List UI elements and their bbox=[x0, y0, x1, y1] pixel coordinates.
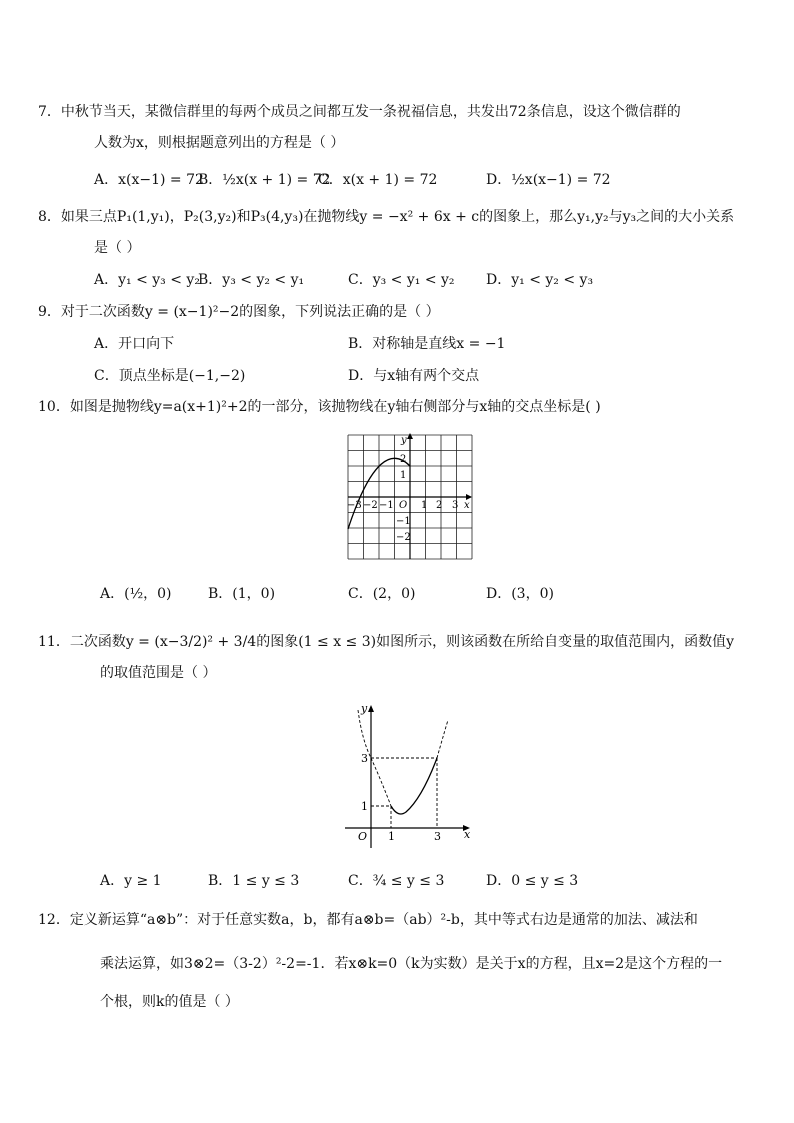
q9-option-d: D．与x轴有两个交点 bbox=[348, 368, 480, 384]
q10-option-a: A．(½，0) bbox=[100, 586, 172, 602]
q8-option-b: B．y₃ < y₂ < y₁ bbox=[198, 272, 305, 288]
q11-dashed-right-curve bbox=[437, 720, 448, 758]
q11-option-b: B．1 ≤ y ≤ 3 bbox=[208, 873, 300, 889]
q11-y-tick: 1 bbox=[361, 800, 368, 813]
q7-stem-line2: 人数为x，则根据题意列出的方程是（ ） bbox=[94, 135, 345, 151]
q10-x-tick: −2 bbox=[363, 500, 378, 511]
q12-stem-line2: 乘法运算，如3⊗2=（3-2）²-2=-1．若x⊗k=0（k为实数）是关于x的方程，且x=2是这个方程的一 bbox=[100, 956, 723, 972]
q9-option-c: C．顶点坐标是(−1,−2) bbox=[94, 368, 246, 384]
q10-y-tick: −1 bbox=[396, 516, 411, 527]
q9-option-b: B．对称轴是直线x = −1 bbox=[348, 336, 506, 352]
q10-x-tick: 1 bbox=[421, 500, 428, 511]
q10-x-label: x bbox=[464, 500, 470, 511]
q11-origin-label: O bbox=[358, 830, 368, 843]
q11-option-a: A．y ≥ 1 bbox=[100, 873, 162, 889]
q7-option-a: A．x(x−1) = 72 bbox=[94, 172, 204, 188]
q10-x-tick: 2 bbox=[436, 500, 443, 511]
q10-parabola-figure bbox=[345, 432, 473, 560]
q10-x-tick: −3 bbox=[347, 500, 362, 511]
q8-stem-line2: 是（ ） bbox=[94, 240, 141, 256]
q8-stem-line1: 8．如果三点P₁(1,y₁)，P₂(3,y₂)和P₃(4,y₃)在抛物线y = −x² + 6x + c的图象上，那么y₁,y₂与y₃之间的大小关系 bbox=[38, 209, 735, 225]
q11-stem-line2: 的取值范围是（ ） bbox=[100, 665, 217, 681]
q10-y-label: y bbox=[401, 435, 407, 446]
q11-y-label: y bbox=[361, 702, 368, 715]
q10-y-tick: 1 bbox=[400, 470, 407, 481]
q9-option-a: A．开口向下 bbox=[94, 336, 175, 352]
q10-stem-line1: 10．如图是抛物线y=a(x+1)²+2的一部分，该抛物线在y轴右侧部分与x轴的交点坐标是( ) bbox=[38, 399, 601, 415]
q8-option-d: D．y₁ < y₂ < y₃ bbox=[486, 272, 594, 288]
q11-x-tick: 1 bbox=[388, 830, 395, 843]
q11-x-label: x bbox=[464, 828, 471, 841]
q7-stem-line1: 7．中秋节当天，某微信群里的每两个成员之间都互发一条祝福信息，共发出72条信息，设这个微信群的 bbox=[38, 104, 681, 120]
q11-solid-curve bbox=[391, 758, 437, 814]
q7-option-c: C．x(x + 1) = 72 bbox=[318, 172, 438, 188]
q7-option-d: D．½x(x−1) = 72 bbox=[486, 172, 611, 188]
q7-option-b: B．½x(x + 1) = 72 bbox=[198, 172, 331, 188]
q10-option-b: B．(1，0) bbox=[208, 586, 276, 602]
q8-option-c: C．y₃ < y₁ < y₂ bbox=[348, 272, 455, 288]
q10-x-tick: 3 bbox=[452, 500, 459, 511]
q10-y-tick: −2 bbox=[396, 532, 411, 543]
q11-x-tick: 3 bbox=[434, 830, 441, 843]
q12-stem-line3: 个根，则k的值是（ ） bbox=[100, 994, 239, 1010]
q8-option-a: A．y₁ < y₃ < y₂ bbox=[94, 272, 200, 288]
q11-y-tick: 3 bbox=[361, 752, 368, 765]
q11-stem-line1: 11．二次函数y = (x−3/2)² + 3/4的图象(1 ≤ x ≤ 3)如图所示，则该函数在所给自变量的取值范围内，函数值y bbox=[38, 634, 735, 650]
q10-option-d: D．(3，0) bbox=[486, 586, 554, 602]
q12-stem-line1: 12．定义新运算“a⊗b”：对于任意实数a，b，都有a⊗b=（ab）²-b，其中等式右边是通常的加法、减法和 bbox=[38, 912, 698, 928]
q10-y-arrow-icon bbox=[407, 433, 413, 439]
q9-stem-line1: 9．对于二次函数y = (x−1)²−2的图象，下列说法正确的是（ ） bbox=[38, 304, 440, 320]
q10-y-tick: 2 bbox=[400, 454, 407, 465]
q10-origin-label: O bbox=[399, 500, 408, 511]
q11-option-d: D．0 ≤ y ≤ 3 bbox=[486, 873, 579, 889]
q11-parabola-figure bbox=[340, 700, 480, 850]
q11-option-c: C．¾ ≤ y ≤ 3 bbox=[348, 873, 445, 889]
q10-x-tick: −1 bbox=[379, 500, 394, 511]
q11-y-arrow-icon bbox=[368, 705, 374, 712]
q10-option-c: C．(2，0) bbox=[348, 586, 416, 602]
